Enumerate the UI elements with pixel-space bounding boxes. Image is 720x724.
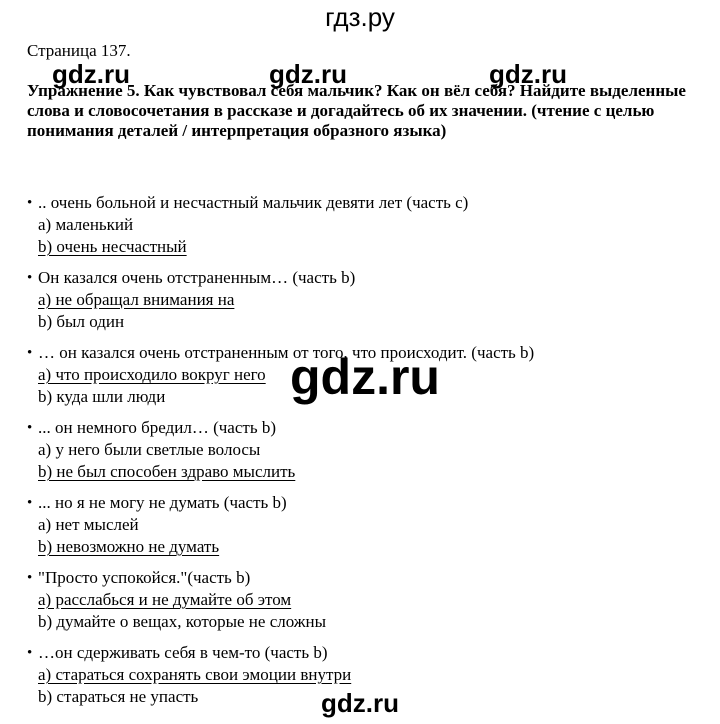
bullet-marker: • [27, 420, 33, 436]
option-a-correct: a) что происходило вокруг него [38, 365, 266, 384]
site-header-title: гдз.ру [325, 2, 395, 32]
option-a-correct: a) расслабься и не думайте об этом [38, 590, 292, 609]
item-quote: ... он немного бредил… (часть b) [38, 418, 276, 437]
option-b: b) стараться не упасть [38, 687, 199, 706]
list-item [27, 567, 687, 633]
exercise-task: Упражнение 5. Как чувствовал себя мальчик? Как он вёл себя? Найдите выделенные слова и словосочетания в рассказе и догадайтесь об их значении. (чтение с целью понимания деталей / интерпретация образного языка) [27, 81, 686, 140]
watermark: gdz.ru [52, 59, 130, 89]
option-b-correct: b) невозможно не думать [38, 537, 220, 556]
option-a: a) у него были светлые волосы [38, 440, 261, 459]
option-b-correct: b) очень несчастный [38, 237, 187, 256]
option-b: b) был один [38, 312, 125, 331]
list-item [27, 267, 687, 333]
bullet-marker: • [27, 195, 33, 211]
item-quote: ... но я не могу не думать (часть b) [38, 493, 287, 512]
option-a-correct: a) стараться сохранять свои эмоции внутри [38, 665, 352, 684]
item-quote: Он казался очень отстраненным… (часть b) [38, 268, 356, 287]
item-quote: … он казался очень отстраненным от того, что происходит. (часть b) [38, 343, 535, 362]
watermark: gdz.ru [489, 59, 567, 89]
bullet-marker: • [27, 645, 33, 661]
bullet-marker: • [27, 345, 33, 361]
page-label: Страница 137. [27, 41, 131, 60]
option-b: b) куда шли люди [38, 387, 166, 406]
bullet-marker: • [27, 270, 33, 286]
option-a: a) маленький [38, 215, 134, 234]
option-b-correct: b) не был способен здраво мыслить [38, 462, 296, 481]
list-item [27, 192, 687, 258]
watermark: gdz.ru [269, 59, 347, 89]
item-quote: .. очень больной и несчастный мальчик девяти лет (часть с) [38, 193, 469, 212]
bullet-marker: • [27, 495, 33, 511]
option-a-correct: a) не обращал внимания на [38, 290, 235, 309]
watermark-large: gdz.ru [290, 349, 440, 405]
exercise-items-list [27, 192, 687, 717]
option-a: a) нет мыслей [38, 515, 139, 534]
item-quote: "Просто успокойся."(часть b) [38, 568, 251, 587]
option-b: b) думайте о вещах, которые не сложны [38, 612, 327, 631]
list-item [27, 492, 687, 558]
item-quote: …он сдерживать себя в чем-то (часть b) [38, 643, 328, 662]
bullet-marker: • [27, 570, 33, 586]
footer-watermark: gdz.ru [321, 688, 399, 718]
list-item [27, 417, 687, 483]
